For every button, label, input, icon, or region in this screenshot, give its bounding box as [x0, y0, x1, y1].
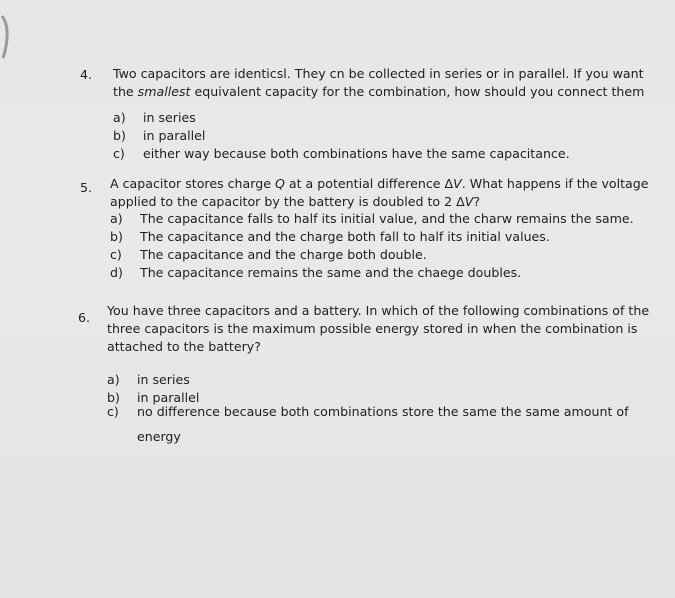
question-text: [110, 175, 649, 211]
question-text: [113, 65, 644, 101]
option-c: c) The capacitance and the charge both double.: [110, 247, 427, 262]
option-b: b) in parallel: [113, 128, 206, 143]
option-d: d) The capacitance remains the same and the chaege doubles.: [110, 265, 522, 280]
option-c: c) either way because both combinations have the same capacitance.: [113, 146, 570, 161]
option-b: b) in parallel: [107, 390, 200, 405]
option-c-continuation: energy: [137, 429, 181, 444]
question-number: 6.: [78, 310, 91, 325]
option-c: c) no difference because both combinations store the same the same amount of: [107, 404, 629, 419]
question-number: 5.: [80, 180, 93, 195]
option-a: a) The capacitance falls to half its initial value, and the charw remains the same.: [110, 211, 634, 226]
question-number: 4.: [80, 67, 93, 82]
option-a: a) in series: [107, 372, 190, 387]
question-text: [107, 302, 649, 356]
binder-clip-graphic: [0, 14, 12, 60]
question-line: attached to the battery?: [107, 339, 261, 354]
question-line: Two capacitors are identicsl. They cn be collected in series or in parallel. If you want: [113, 66, 644, 81]
question-line: You have three capacitors and a battery. In which of the following combinations of the: [107, 303, 650, 318]
option-b: b) The capacitance and the charge both fall to half its initial values.: [110, 229, 550, 244]
emphasis-text: smallest: [137, 84, 191, 99]
question-line: the smallest equivalent capacity for the combination, how should you connect them: [113, 84, 645, 99]
question-line: applied to the capacitor by the battery is doubled to 2 ΔV?: [110, 194, 481, 209]
question-line: A capacitor stores charge Q at a potential difference ΔV. What happens if the voltage: [110, 176, 649, 191]
option-a: a) in series: [113, 110, 196, 125]
question-line: three capacitors is the maximum possible energy stored in when the combination is: [107, 321, 638, 336]
